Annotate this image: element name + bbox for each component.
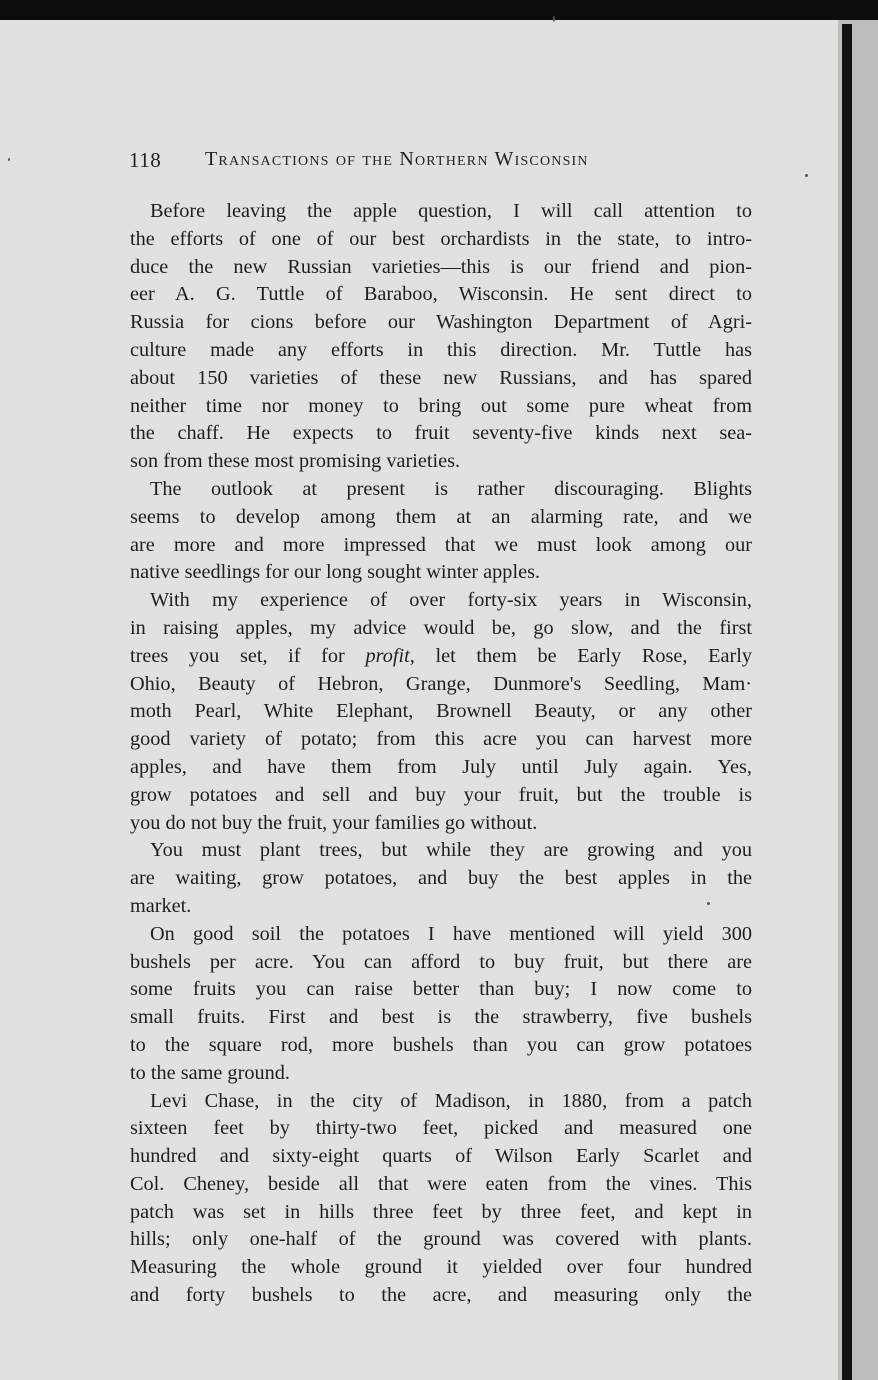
text-line: you do not buy the fruit, your families go without. [130, 811, 538, 834]
text-line: eer A. G. Tuttle of Baraboo, Wisconsin. He sent direct to [130, 283, 752, 306]
scan-speck [805, 174, 808, 177]
text-line: are waiting, grow potatoes, and buy the best apples in the [130, 867, 752, 890]
scan-speck [8, 158, 10, 161]
paragraph-3 [130, 587, 752, 837]
text-line: patch was set in hills three feet by three feet, and kept in [130, 1200, 752, 1223]
paragraph-5 [130, 921, 752, 1088]
text-line: With my experience of over forty-six years in Wisconsin, [150, 589, 752, 612]
text-line: about 150 varieties of these new Russians, and has spared [130, 366, 752, 389]
text-line: and forty bushels to the acre, and measuring only the [130, 1284, 752, 1307]
paragraph-6 [130, 1088, 752, 1310]
text-segment: let them be Early Rose, Early [414, 644, 752, 667]
text-line: duce the new Russian varieties—this is our friend and pion- [130, 255, 752, 278]
text-line: Col. Cheney, beside all that were eaten from the vines. This [130, 1172, 752, 1195]
italic-word: profit, [365, 644, 415, 667]
text-line: son from these most promising varieties. [130, 450, 461, 473]
text-line: native seedlings for our long sought winter apples. [130, 561, 541, 584]
text-line: small fruits. First and best is the strawberry, five bushels [130, 1006, 752, 1029]
page-number: 118 [129, 148, 162, 172]
page-binding-edge [842, 24, 852, 1380]
text-line: Levi Chase, in the city of Madison, in 1880, from a patch [150, 1089, 752, 1112]
text-line: bushels per acre. You can afford to buy fruit, but there are [130, 950, 752, 973]
text-line: You must plant trees, but while they are growing and you [150, 839, 752, 862]
text-line: to the square rod, more bushels than you can grow potatoes [130, 1033, 752, 1056]
text-line: good variety of potato; from this acre you can harvest more [130, 728, 752, 751]
body-text [130, 198, 752, 1310]
text-line: apples, and have them from July until July again. Yes, [130, 755, 752, 778]
text-line: market. [130, 894, 192, 917]
text-line: some fruits you can raise better than buy; I now come to [130, 978, 752, 1001]
scan-speck [707, 902, 710, 905]
paragraph-4 [130, 837, 752, 920]
text-line: The outlook at present is rather discouraging. Blights [150, 477, 752, 500]
text-line: Before leaving the apple question, I will call attention to [150, 200, 752, 222]
text-line: sixteen feet by thirty-two feet, picked and measured one [130, 1117, 752, 1140]
text-line: culture made any efforts in this direction. Mr. Tuttle has [130, 338, 752, 361]
text-line: Russia for cions before our Washington Department of Agri- [130, 311, 752, 334]
running-head [129, 148, 689, 174]
text-line: the efforts of one of our best orchardists in the state, to intro- [130, 227, 752, 250]
running-title: Transactions of the Northern Wisconsin [205, 148, 589, 170]
text-line: hundred and sixty-eight quarts of Wilson Early Scarlet and [130, 1145, 752, 1168]
text-line: the chaff. He expects to fruit seventy-five kinds next sea- [130, 422, 752, 445]
text-line: On good soil the potatoes I have mentioned will yield 300 [150, 922, 752, 945]
text-line: to the same ground. [130, 1061, 290, 1084]
scan-speck [553, 16, 555, 22]
text-line: moth Pearl, White Elephant, Brownell Beauty, or any other [130, 700, 752, 723]
paragraph-2 [130, 476, 752, 587]
scan-top-border [0, 0, 878, 20]
paragraph-1 [130, 198, 752, 476]
text-line: seems to develop among them at an alarming rate, and we [130, 505, 752, 528]
text-line: grow potatoes and sell and buy your fruit, but the trouble is [130, 783, 752, 806]
text-line: in raising apples, my advice would be, go slow, and the first [130, 616, 752, 639]
text-line: are more and more impressed that we must look among our [130, 533, 752, 556]
text-line-with-italic [130, 643, 752, 671]
text-line: neither time nor money to bring out some pure wheat from [130, 394, 752, 417]
text-line: Measuring the whole ground it yielded over four hundred [130, 1256, 752, 1279]
text-line: hills; only one-half of the ground was covered with plants. [130, 1228, 752, 1251]
text-line: Ohio, Beauty of Hebron, Grange, Dunmore's Seedling, Mam· [130, 672, 752, 695]
text-segment: trees you set, if for [130, 644, 366, 667]
